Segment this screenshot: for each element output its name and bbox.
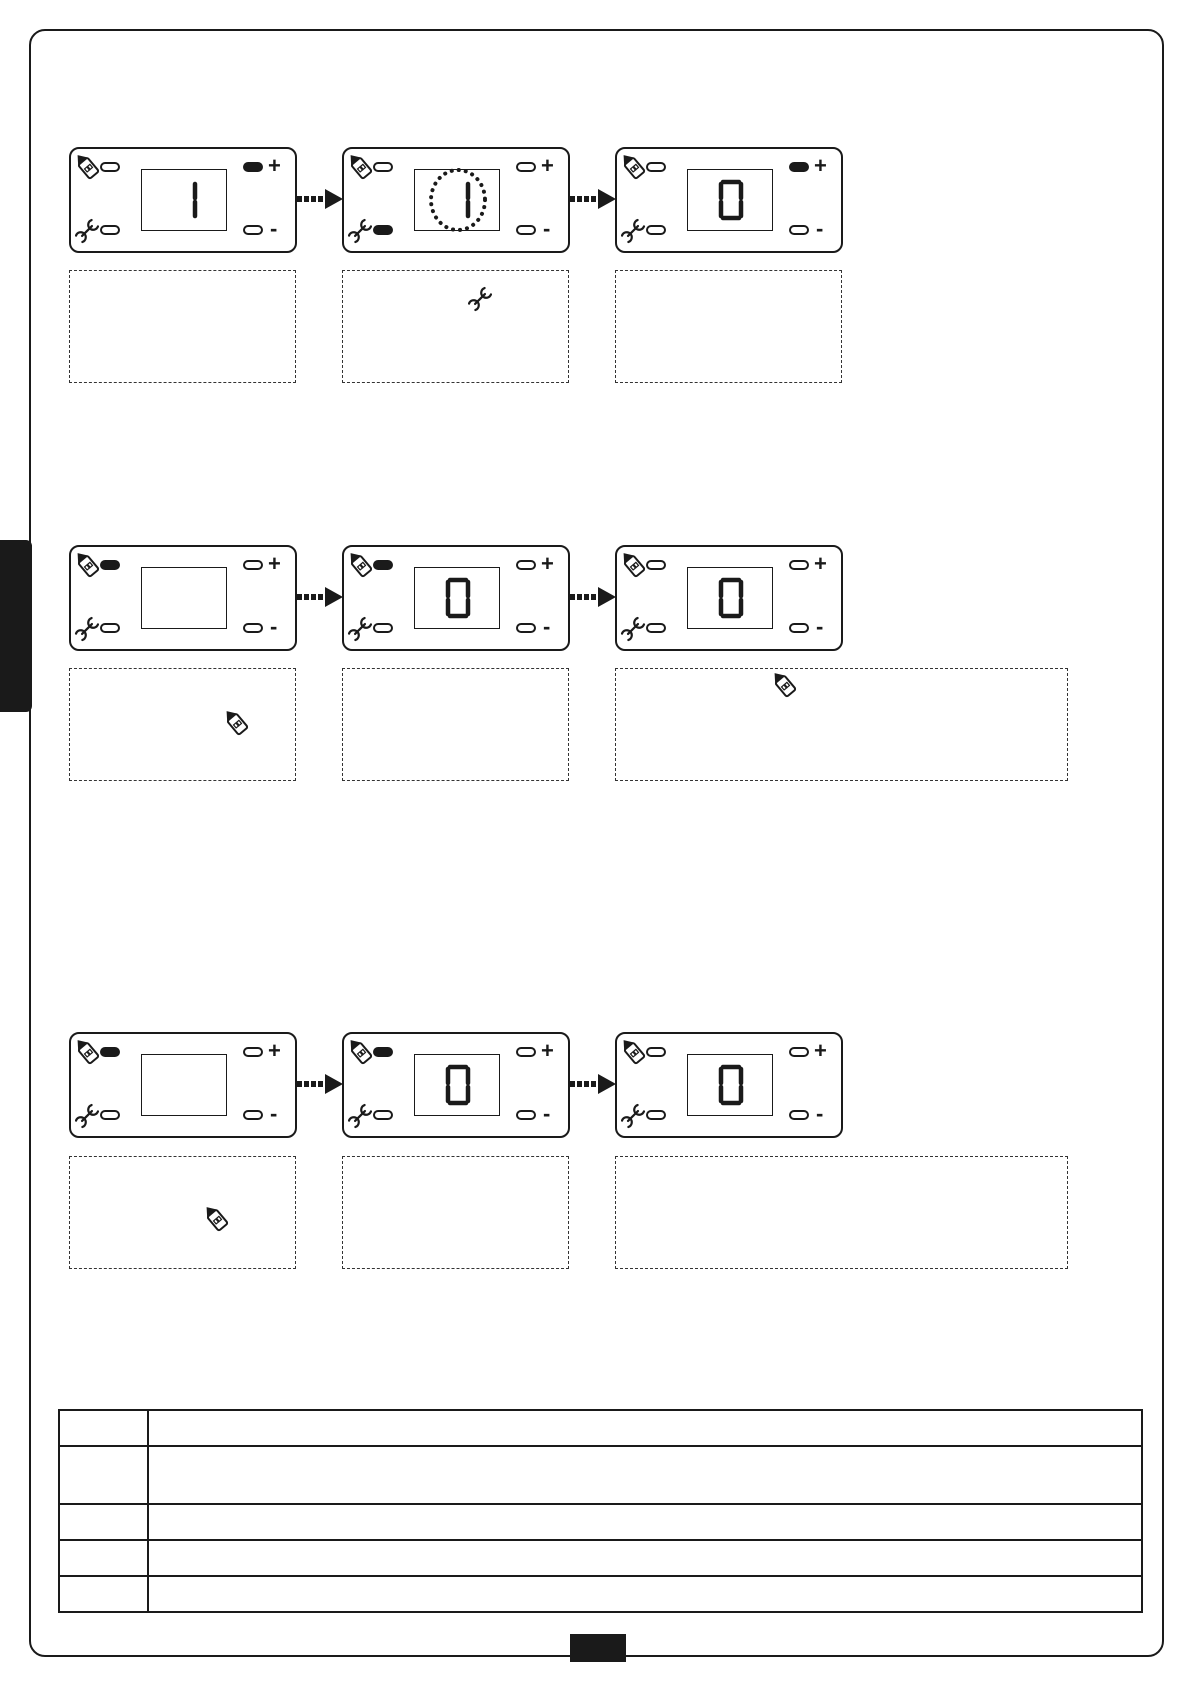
control-panel <box>69 1032 297 1138</box>
remote-control-icon <box>202 1203 232 1238</box>
wrench-icon <box>619 1102 647 1130</box>
wrench-icon <box>466 285 494 318</box>
lcd-display <box>687 1054 773 1116</box>
control-panel <box>69 545 297 651</box>
led-remote <box>646 1047 666 1057</box>
plus-sign: + <box>814 153 827 178</box>
lcd-display <box>414 567 500 629</box>
lcd-display <box>414 1054 500 1116</box>
led-remote <box>100 162 120 172</box>
page-number <box>570 1634 626 1662</box>
plus-sign: + <box>814 1038 827 1063</box>
minus-sign: - <box>816 1101 824 1126</box>
minus-sign: - <box>543 1101 551 1126</box>
dotted-arrow-right-icon <box>297 1073 345 1095</box>
led-wrench <box>373 1110 393 1120</box>
remote-control-icon <box>222 707 252 737</box>
led-plus <box>516 1047 536 1057</box>
table-key-cell <box>59 1410 148 1446</box>
plus-sign: + <box>268 551 281 576</box>
plus-sign: + <box>541 551 554 576</box>
display-digit <box>430 566 486 630</box>
led-minus <box>516 623 536 633</box>
dotted-arrow-right-icon <box>570 1073 618 1095</box>
control-panel <box>615 147 843 253</box>
remote-control-icon <box>619 1036 649 1071</box>
minus-sign: - <box>270 216 278 241</box>
wrench-icon <box>346 615 374 648</box>
led-wrench <box>373 623 393 633</box>
wrench-icon <box>346 217 374 250</box>
dotted-arrow-right-icon <box>297 586 345 608</box>
minus-sign: - <box>270 614 278 639</box>
plus-sign: + <box>541 153 554 178</box>
dotted-arrow-right-icon <box>570 586 618 608</box>
led-plus <box>789 162 809 172</box>
led-wrench <box>100 1110 120 1120</box>
table-row <box>59 1504 1142 1540</box>
led-remote <box>373 162 393 172</box>
instruction-box <box>615 270 842 383</box>
table-key-cell <box>59 1540 148 1576</box>
section-tab <box>0 540 32 712</box>
control-panel <box>342 545 570 651</box>
led-remote <box>373 560 393 570</box>
led-plus <box>789 560 809 570</box>
led-minus <box>243 225 263 235</box>
wrench-icon <box>346 217 374 245</box>
table-value-cell <box>148 1504 1142 1540</box>
instruction-box <box>615 668 1068 781</box>
led-remote <box>646 560 666 570</box>
remote-control-icon <box>619 549 649 584</box>
dotted-arrow-right-icon <box>570 1073 618 1095</box>
control-panel <box>615 545 843 651</box>
remote-control-icon <box>346 151 376 186</box>
led-wrench <box>646 1110 666 1120</box>
instruction-box <box>615 1156 1068 1269</box>
lcd-display <box>414 169 500 231</box>
led-plus <box>243 162 263 172</box>
dotted-arrow-right-icon <box>297 586 345 608</box>
display-digit <box>430 1053 486 1117</box>
dotted-arrow-right-icon <box>570 586 618 608</box>
blinking-digit <box>430 168 486 232</box>
lcd-display <box>141 169 227 231</box>
wrench-icon <box>619 615 647 648</box>
wrench-icon <box>73 1102 101 1135</box>
wrench-icon <box>73 615 101 643</box>
instruction-box <box>69 270 296 383</box>
lcd-display <box>687 567 773 629</box>
led-plus <box>243 560 263 570</box>
led-minus <box>789 623 809 633</box>
wrench-icon <box>619 1102 647 1135</box>
plus-sign: + <box>814 551 827 576</box>
led-wrench <box>100 225 120 235</box>
led-wrench <box>646 623 666 633</box>
instruction-box <box>342 270 569 383</box>
plus-sign: + <box>268 1038 281 1063</box>
wrench-icon <box>73 217 101 250</box>
led-wrench <box>100 623 120 633</box>
led-wrench <box>373 225 393 235</box>
wrench-icon <box>619 217 647 245</box>
led-plus <box>516 560 536 570</box>
instruction-box <box>69 1156 296 1269</box>
control-panel <box>615 1032 843 1138</box>
wrench-icon <box>73 1102 101 1130</box>
table-value-cell <box>148 1446 1142 1504</box>
led-minus <box>243 1110 263 1120</box>
remote-control-icon <box>346 549 376 584</box>
remote-control-icon <box>619 549 649 579</box>
remote-control-icon <box>73 549 103 579</box>
remote-control-icon <box>222 707 252 742</box>
led-remote <box>373 1047 393 1057</box>
remote-control-icon <box>619 151 649 186</box>
lcd-display <box>141 567 227 629</box>
table-key-cell <box>59 1576 148 1612</box>
led-remote <box>100 560 120 570</box>
plus-sign: + <box>541 1038 554 1063</box>
display-digit <box>703 168 759 232</box>
led-remote <box>100 1047 120 1057</box>
dotted-arrow-right-icon <box>570 188 618 210</box>
led-minus <box>243 623 263 633</box>
table-value-cell <box>148 1410 1142 1446</box>
led-minus <box>789 1110 809 1120</box>
dotted-arrow-right-icon <box>570 188 618 210</box>
wrench-icon <box>73 217 101 245</box>
dotted-arrow-right-icon <box>297 188 345 210</box>
wrench-icon <box>73 615 101 648</box>
plus-sign: + <box>268 153 281 178</box>
remote-control-icon <box>73 1036 103 1071</box>
minus-sign: - <box>543 216 551 241</box>
remote-control-icon <box>73 151 103 186</box>
table-value-cell <box>148 1540 1142 1576</box>
led-minus <box>789 225 809 235</box>
minus-sign: - <box>816 614 824 639</box>
wrench-icon <box>346 1102 374 1135</box>
led-minus <box>516 225 536 235</box>
instruction-box <box>69 668 296 781</box>
wrench-icon <box>619 615 647 643</box>
minus-sign: - <box>270 1101 278 1126</box>
led-plus <box>789 1047 809 1057</box>
control-panel <box>342 1032 570 1138</box>
led-plus <box>243 1047 263 1057</box>
display-digit <box>703 566 759 630</box>
table-key-cell <box>59 1446 148 1504</box>
remote-control-icon <box>346 151 376 181</box>
table-row <box>59 1410 1142 1446</box>
lcd-display <box>141 1054 227 1116</box>
remote-control-icon <box>73 549 103 584</box>
remote-control-icon <box>770 669 800 699</box>
table-row <box>59 1576 1142 1612</box>
remote-control-icon <box>770 669 800 704</box>
remote-control-icon <box>619 1036 649 1066</box>
control-panel <box>342 147 570 253</box>
control-panel <box>69 147 297 253</box>
remote-control-icon <box>73 151 103 181</box>
display-digit <box>703 1053 759 1117</box>
led-plus <box>516 162 536 172</box>
remote-control-icon <box>73 1036 103 1066</box>
table-row <box>59 1446 1142 1504</box>
display-digit <box>157 168 213 232</box>
remote-control-icon <box>346 549 376 579</box>
instruction-box <box>342 1156 569 1269</box>
lcd-display <box>687 169 773 231</box>
remote-control-icon <box>346 1036 376 1071</box>
remote-control-icon <box>346 1036 376 1066</box>
parameter-table <box>58 1409 1143 1613</box>
wrench-icon <box>346 615 374 643</box>
wrench-icon <box>619 217 647 250</box>
table-value-cell <box>148 1576 1142 1612</box>
led-minus <box>516 1110 536 1120</box>
dotted-arrow-right-icon <box>297 188 345 210</box>
instruction-box <box>342 668 569 781</box>
led-remote <box>646 162 666 172</box>
table-row <box>59 1540 1142 1576</box>
dotted-arrow-right-icon <box>297 1073 345 1095</box>
led-wrench <box>646 225 666 235</box>
minus-sign: - <box>816 216 824 241</box>
wrench-icon <box>466 285 494 313</box>
wrench-icon <box>346 1102 374 1130</box>
remote-control-icon <box>202 1203 232 1233</box>
minus-sign: - <box>543 614 551 639</box>
table-key-cell <box>59 1504 148 1540</box>
remote-control-icon <box>619 151 649 181</box>
